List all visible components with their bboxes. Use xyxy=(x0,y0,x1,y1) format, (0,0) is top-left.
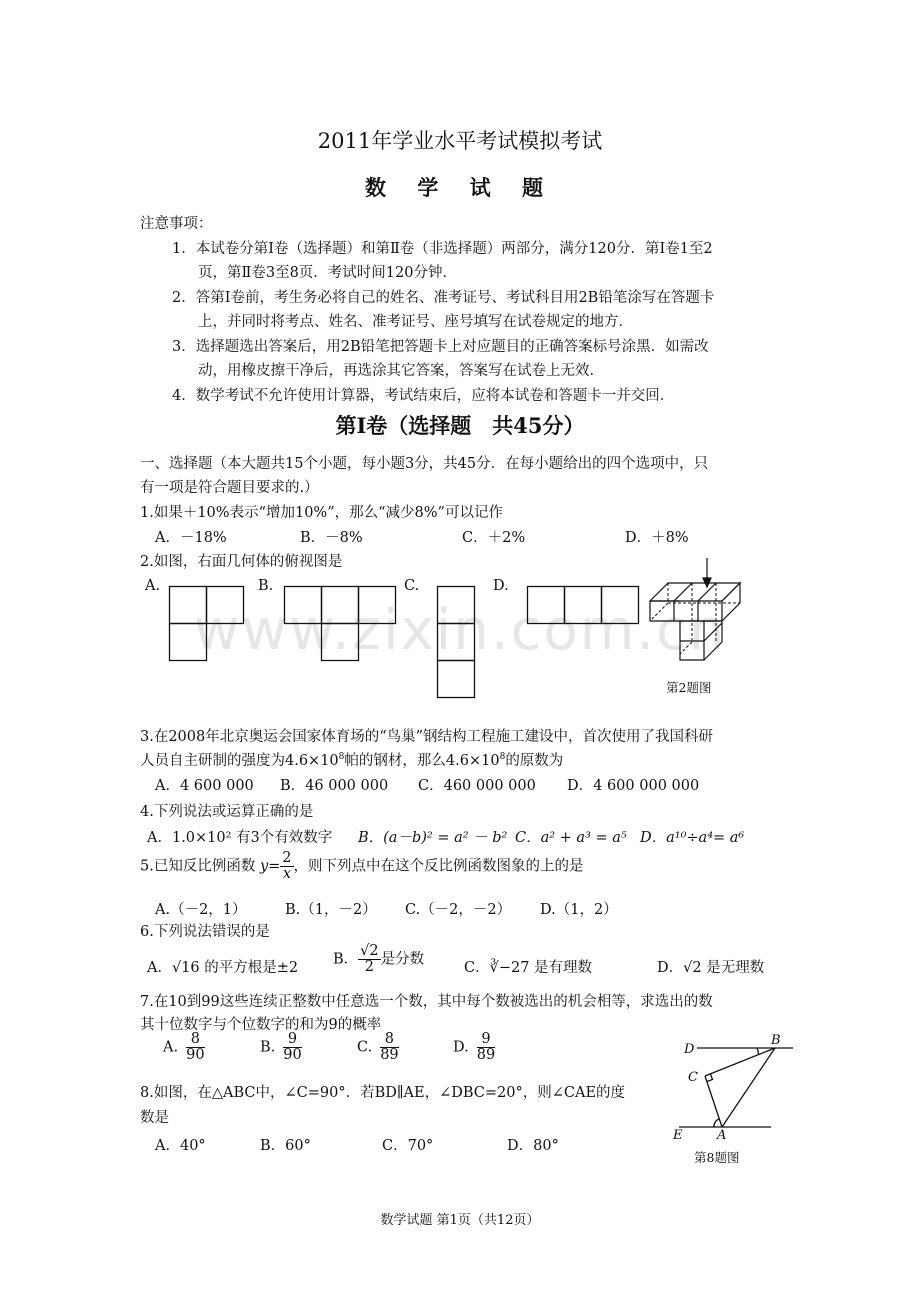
q6-option-c: C．∛−27 是有理数 xyxy=(464,960,593,976)
q6-b-denominator: 2 xyxy=(364,959,374,976)
angle-arc-a xyxy=(714,1119,719,1127)
q5-denominator: x xyxy=(282,866,291,883)
q7-stem-line1: 7.在10到99这些连续正整数中任意选一个数，其中每个数被选出的机会相等，求选出的数 xyxy=(140,994,713,1010)
q3-stem-line1: 3.在2008年北京奥运会国家体育场的“鸟巢”钢结构工程施工建设中，首次使用了我国科研 xyxy=(140,729,714,745)
q7-stem-line2: 其十位数字与个位数字的和为9的概率 xyxy=(140,1017,382,1033)
q8-option-c: C．70° xyxy=(382,1138,434,1154)
top-surface xyxy=(650,583,740,601)
notice-item-2: 2．答第Ⅰ卷前，考生务必将自己的姓名、准考证号、考试科目用2B铅笔涂写在答题卡 xyxy=(172,290,715,306)
q5-fraction xyxy=(280,851,293,882)
q2-option-d-figure xyxy=(527,586,639,626)
q3-option-d: D．4 600 000 000 xyxy=(567,778,700,794)
q7-b-denominator: 90 xyxy=(283,1047,302,1064)
q6-stem: 6.下列说法错误的是 xyxy=(140,924,270,940)
q5-numerator: 2 xyxy=(282,850,292,866)
exam-title: 2011年学业水平考试模拟考试 xyxy=(317,129,603,153)
square xyxy=(565,587,602,624)
q7-b-fraction xyxy=(283,1032,301,1063)
q8-option-b: B．60° xyxy=(260,1138,311,1154)
q8-stem-line1: 8.如图，在△ABC中，∠C=90°．若BD∥AE，∠DBC=20°，则∠CAE的度 xyxy=(140,1085,626,1101)
square xyxy=(602,587,639,624)
notice-heading: 注意事项： xyxy=(140,216,213,232)
q3-text-a: 人员自主研制的强度为 xyxy=(140,753,285,769)
q2-label-a: A. xyxy=(145,578,161,594)
q7-c-denominator: 89 xyxy=(380,1047,399,1064)
watermark: www.zixin.com.cn xyxy=(193,598,727,663)
q3-sci-exp: 8 xyxy=(338,752,345,763)
notice-item-4: 4．数学考试不允许使用计算器，考试结束后，应将本试卷和答题卡一并交回． xyxy=(172,388,675,404)
q8-option-d: D．80° xyxy=(507,1138,559,1154)
q6-option-b xyxy=(333,944,424,975)
q7-c-numerator: 8 xyxy=(380,1032,398,1048)
q3-sci-number-2 xyxy=(446,753,505,769)
q5-stem-a: 5.已知反比例函数 xyxy=(140,858,256,875)
q6-b-fraction xyxy=(358,944,380,975)
q3-option-b: B．46 000 000 xyxy=(280,778,389,794)
q1-option-a: A．－18% xyxy=(155,530,227,546)
q7-option-a xyxy=(163,1032,205,1063)
q8-label-e: E xyxy=(673,1128,683,1143)
q6-b-label: B． xyxy=(333,951,359,968)
notice-item-2-cont: 上，并同时将考点、姓名、准考证号、座号填写在试卷规定的地方． xyxy=(198,314,633,330)
q1-option-c: C．＋2% xyxy=(462,530,526,546)
q8-label-c: C xyxy=(688,1070,698,1085)
q6-option-a: A．√16 的平方根是±2 xyxy=(147,960,299,976)
q8-label-b: B xyxy=(771,1033,781,1048)
square xyxy=(207,587,244,624)
q5-stem xyxy=(140,851,584,882)
q8-caption: 第8题图 xyxy=(694,1150,740,1165)
q3-stem-line2 xyxy=(140,749,563,770)
q7-d-denominator: 89 xyxy=(476,1047,496,1064)
q5-option-c: C.（－2，－2） xyxy=(405,902,512,918)
square xyxy=(359,587,396,624)
q1-option-d: D．＋8% xyxy=(625,530,689,546)
section-intro-1: 一、选择题（本大题共15个小题，每小题3分，共45分．在每小题给出的四个选项中，只 xyxy=(140,456,709,472)
q3-option-a: A．4 600 000 xyxy=(155,778,254,794)
q5-option-b: B.（1，－2） xyxy=(285,902,377,918)
q7-c-fraction xyxy=(380,1032,398,1063)
side-ab xyxy=(722,1048,775,1127)
q4-option-d: D．a¹⁰÷a⁴= a⁶ xyxy=(640,830,745,846)
notice-item-1: 1．本试卷分第Ⅰ卷（选择题）和第Ⅱ卷（非选择题）两部分，满分120分．第Ⅰ卷1至2 xyxy=(172,241,713,257)
q7-b-label: B. xyxy=(260,1039,276,1056)
q7-b-numerator: 9 xyxy=(283,1032,301,1048)
q5-stem-b: ，则下列点中在这个反比例函数图象的上的是 xyxy=(293,858,584,875)
q3-sci-number xyxy=(285,753,344,769)
q4-option-c: C．a² + a³ = a⁵ xyxy=(515,830,627,846)
exam-subtitle: 数 学 试 题 xyxy=(365,175,555,200)
q8-option-a: A．40° xyxy=(155,1138,206,1154)
q7-a-denominator: 90 xyxy=(186,1047,205,1064)
square xyxy=(170,624,207,661)
q3-option-c: C．460 000 000 xyxy=(418,778,536,794)
q2-label-c: C. xyxy=(404,578,420,594)
q3-text-c: 的原数为 xyxy=(505,753,564,769)
q8-label-d: D xyxy=(684,1042,695,1057)
square xyxy=(322,624,359,661)
q4-option-b: B．(a－b)² = a² － b² xyxy=(358,830,508,846)
q2-stem: 2.如图，右面几何体的俯视图是 xyxy=(140,554,343,570)
q7-a-label: A. xyxy=(163,1039,179,1056)
square xyxy=(438,587,475,624)
q7-a-fraction xyxy=(186,1032,204,1063)
q1-stem: 1.如果＋10%表示“增加10%”，那么“减少8%”可以记作 xyxy=(140,505,503,521)
square xyxy=(322,587,359,624)
q3-sci-base-2: 4.6×10 xyxy=(445,753,500,769)
q2-label-b: B. xyxy=(258,578,274,594)
q7-d-fraction xyxy=(477,1032,495,1063)
q7-a-numerator: 8 xyxy=(186,1032,204,1048)
notice-item-1-cont: 页，第Ⅱ卷3至8页．考试时间120分钟． xyxy=(198,265,457,281)
notice-item-3-cont: 动，用橡皮擦干净后，再选涂其它答案，答案写在试卷上无效． xyxy=(198,363,604,379)
q3-sci-base: 4.6×10 xyxy=(285,753,339,769)
q2-option-a-figure xyxy=(169,586,245,662)
q3-sci-exp-2: 8 xyxy=(499,752,506,763)
section-title: 第Ⅰ卷（选择题 共45分） xyxy=(335,413,585,438)
q3-text-b: 帕的钢材，那么 xyxy=(344,753,446,769)
q2-option-c-figure xyxy=(437,586,475,698)
q7-d-numerator: 9 xyxy=(477,1032,495,1048)
q4-stem: 4.下列说法或运算正确的是 xyxy=(140,804,314,820)
side-ca xyxy=(705,1076,722,1127)
square xyxy=(170,587,207,624)
square xyxy=(528,587,565,624)
q2-option-b-figure xyxy=(284,586,396,662)
section-intro-2: 有一项是符合题目要求的.） xyxy=(140,480,319,496)
side-cb xyxy=(705,1048,775,1076)
front-top-row xyxy=(650,601,722,621)
q5-option-a: A.（－2，1） xyxy=(155,902,247,918)
q2-solid-figure xyxy=(650,558,755,663)
q5-option-d: D.（1，2） xyxy=(540,902,618,918)
notice-item-3: 3．选择题选出答案后，用2B铅笔把答题卡上对应题目的正确答案标号涂黑．如需改 xyxy=(172,339,709,355)
q4-option-a: A．1.0×10² 有3个有效数字 xyxy=(147,830,333,846)
q8-stem-line2: 数是 xyxy=(140,1110,169,1126)
square xyxy=(438,661,475,698)
angle-arc-b xyxy=(757,1048,759,1055)
q6-b-numerator: √2 xyxy=(360,943,379,959)
square xyxy=(438,624,475,661)
q5-func-lhs: y= xyxy=(259,858,281,875)
square xyxy=(285,587,322,624)
right-surface xyxy=(722,583,740,621)
q2-caption: 第2题图 xyxy=(666,680,712,695)
page-footer: 数学试题 第1页（共12页） xyxy=(380,1213,540,1228)
q7-option-b xyxy=(260,1032,302,1063)
q6-b-text: 是分数 xyxy=(380,951,425,968)
q1-option-b: B．－8% xyxy=(300,530,363,546)
q2-label-d: D. xyxy=(493,578,509,594)
q8-label-a: A xyxy=(717,1128,727,1143)
q7-c-label: C. xyxy=(357,1039,373,1056)
q7-d-label: D. xyxy=(453,1039,469,1056)
q7-option-d xyxy=(453,1032,495,1063)
q6-option-d: D．√2 是无理数 xyxy=(657,960,765,976)
q7-option-c xyxy=(357,1032,399,1063)
